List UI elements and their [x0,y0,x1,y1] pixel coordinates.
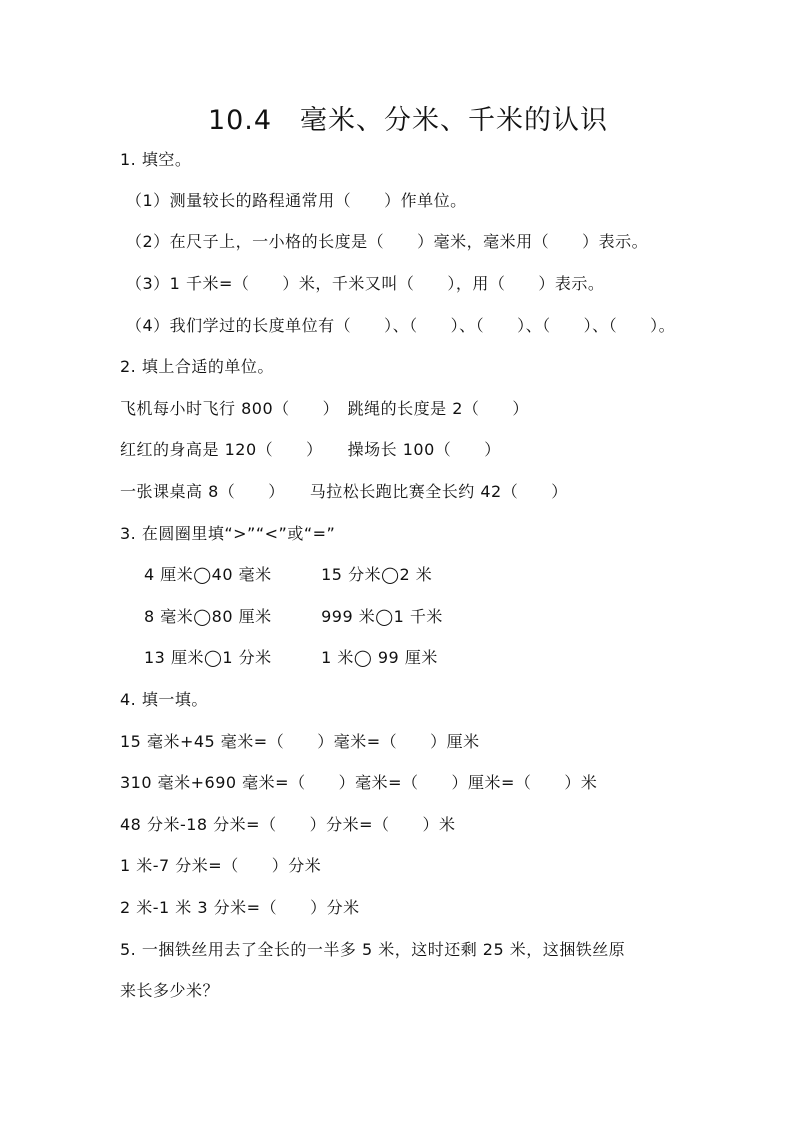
q3-row-1: 4 厘米◯40 毫米 15 分米◯2 米 [144,565,433,584]
q1-heading: 1. 填空。 [120,150,192,169]
q3-row-3: 13 厘米◯1 分米 1 米◯ 99 厘米 [144,648,438,667]
q1-item-3: （3）1 千米=（ ）米，千米又叫（ ），用（ ）表示。 [126,274,605,293]
page-title: 10.4 毫米、分米、千米的认识 [207,105,609,136]
q3-row-2: 8 毫米◯80 厘米 999 米◯1 千米 [144,607,443,626]
q3-heading: 3. 在圆圈里填“>”“<”或“=” [120,524,336,543]
q4-row-1: 15 毫米+45 毫米=（ ）毫米=（ ）厘米 [120,732,480,751]
q5-line-1: 5. 一捆铁丝用去了全长的一半多 5 米，这时还剩 25 米，这捆铁丝原 [120,940,626,959]
q4-row-4: 1 米-7 分米=（ ）分米 [120,856,322,875]
q2-row-1: 飞机每小时飞行 800（ ） 跳绳的长度是 2（ ） [120,399,529,418]
q1-item-2: （2）在尺子上，一小格的长度是（ ）毫米，毫米用（ ）表示。 [126,232,649,251]
q1-item-4: （4）我们学过的长度单位有（ ）、（ ）、（ ）、（ ）、（ ）。 [126,316,676,335]
q4-row-5: 2 米-1 米 3 分米=（ ）分米 [120,898,360,917]
q2-row-2: 红红的身高是 120（ ） 操场长 100（ ） [120,440,501,459]
q1-item-1: （1）测量较长的路程通常用（ ）作单位。 [126,191,467,210]
q4-heading: 4. 填一填。 [120,690,208,709]
q5-line-2: 来长多少米？ [120,981,220,1000]
q4-row-3: 48 分米-18 分米=（ ）分米=（ ）米 [120,815,456,834]
q4-row-2: 310 毫米+690 毫米=（ ）毫米=（ ）厘米=（ ）米 [120,773,598,792]
q2-heading: 2. 填上合适的单位。 [120,357,274,376]
q2-row-3: 一张课桌高 8（ ） 马拉松长跑比赛全长约 42（ ） [120,482,568,501]
